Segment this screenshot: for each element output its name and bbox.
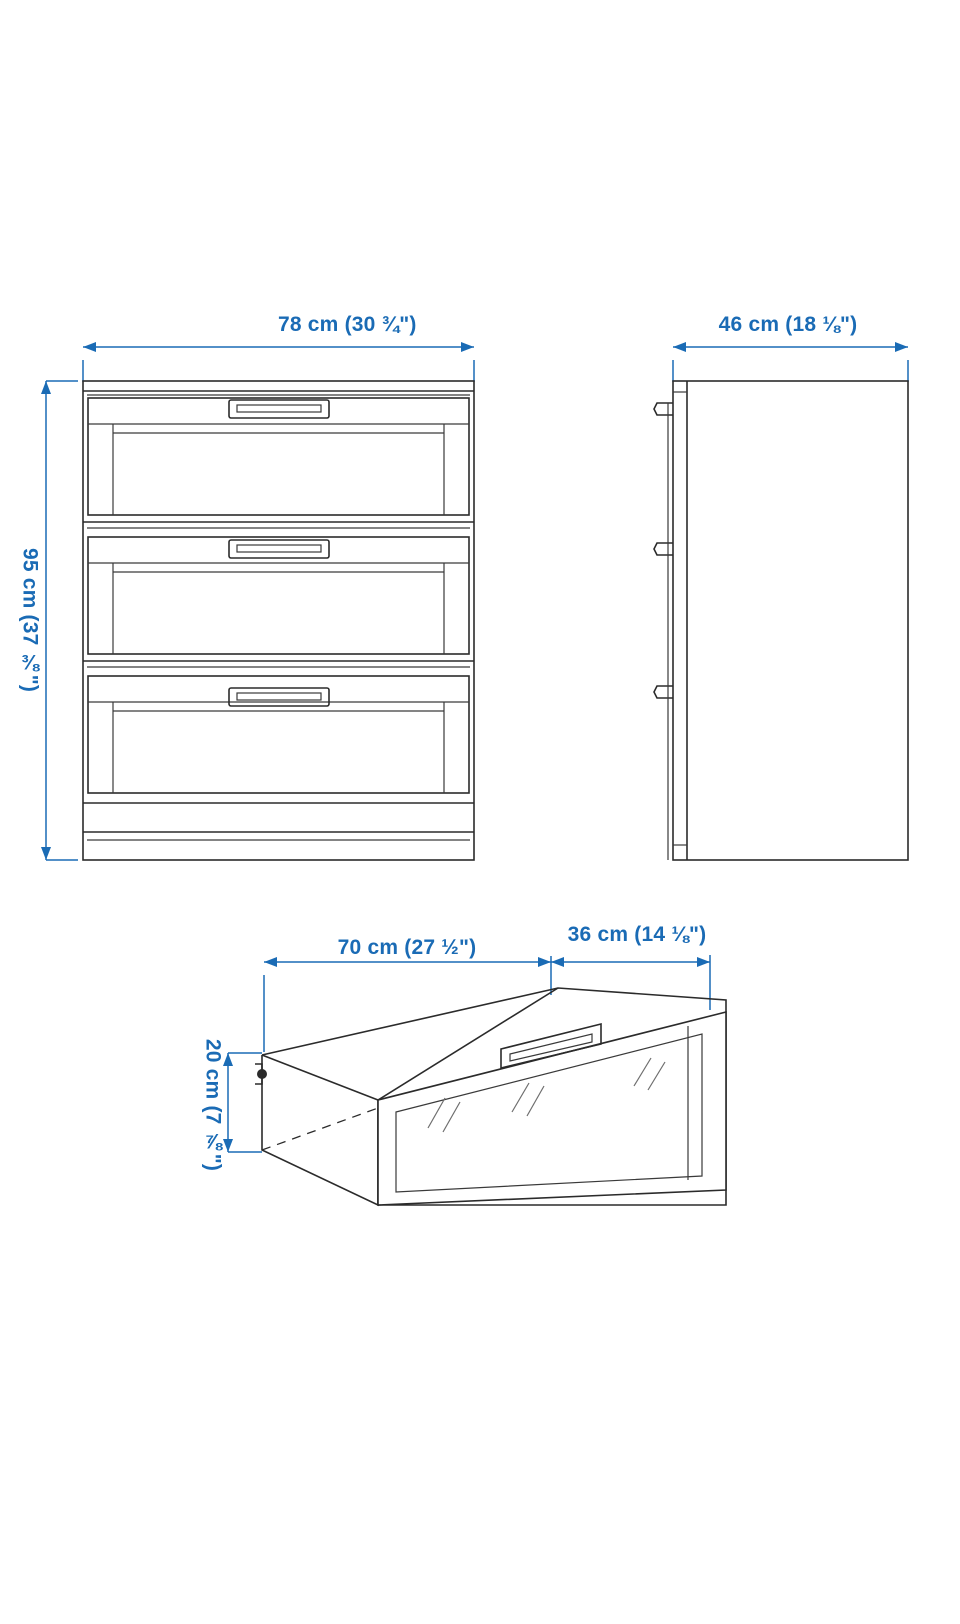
drawer-depth-arrow-left bbox=[551, 957, 564, 967]
side-view bbox=[654, 342, 908, 860]
drawer-detail-view bbox=[223, 955, 726, 1205]
drawer-depth-arrow-right bbox=[697, 957, 710, 967]
drawer-box-left-top-edge bbox=[262, 1055, 378, 1100]
side-body bbox=[673, 381, 908, 860]
width-arrow-right bbox=[461, 342, 474, 352]
width-arrow-left bbox=[83, 342, 96, 352]
drawer-width-arrow-right bbox=[538, 957, 551, 967]
depth-arrow-left bbox=[673, 342, 686, 352]
height-dimension-label: 95 cm (37 ⅜") bbox=[18, 547, 42, 693]
drawer-box-hidden-bottom-edge bbox=[262, 1108, 378, 1150]
drawer-height-arrow-bottom bbox=[223, 1139, 233, 1152]
height-arrow-top bbox=[41, 381, 51, 394]
side-handle-3 bbox=[654, 686, 673, 698]
front-view bbox=[41, 342, 474, 860]
drawer-width-dimension-label: 70 cm (27 ½") bbox=[337, 936, 477, 959]
drawer-height-arrow-top bbox=[223, 1053, 233, 1066]
side-handle-3-shape bbox=[654, 686, 673, 698]
drawer-depth-dimension-label: 36 cm (14 ⅛") bbox=[567, 923, 707, 946]
height-arrow-bottom bbox=[41, 847, 51, 860]
drawer-height-dimension-label: 20 cm (7 ⅞") bbox=[201, 1038, 225, 1172]
depth-dimension-label: 46 cm (18 ⅛") bbox=[718, 313, 858, 336]
depth-arrow-right bbox=[895, 342, 908, 352]
side-handle-1-shape bbox=[654, 403, 673, 415]
width-dimension-label: 78 cm (30 ¾") bbox=[278, 313, 417, 336]
drawer-width-arrow-left bbox=[264, 957, 277, 967]
side-handle-1 bbox=[654, 403, 673, 415]
side-handle-2 bbox=[654, 543, 673, 555]
side-handle-2-shape bbox=[654, 543, 673, 555]
cabinet-body bbox=[83, 381, 474, 860]
